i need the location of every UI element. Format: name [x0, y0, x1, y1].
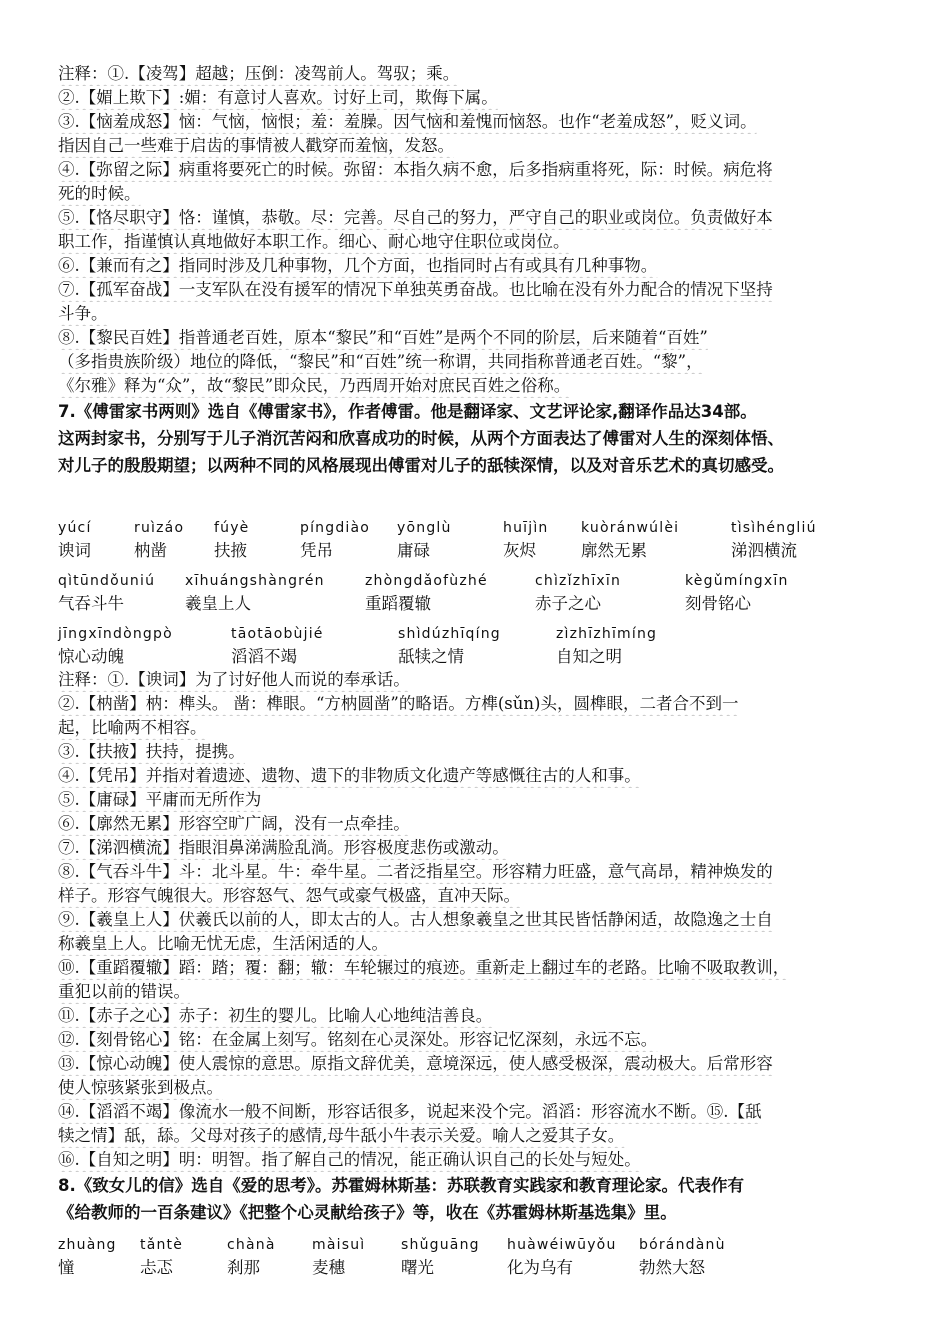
vocab-word: 庸碌: [397, 541, 430, 560]
section-8-heading: [58, 1172, 898, 1226]
note-line: 样子。形容气魄很大。形容怒气、怨气或豪气极盛，直冲天际。: [58, 886, 520, 905]
note-line: 使人惊骇紧张到极点。: [58, 1078, 223, 1097]
note-line: 指因自己一些难于启齿的事情被人戳穿而羞恼，发怒。: [58, 136, 454, 155]
vocab-word: 忐忑: [140, 1258, 173, 1277]
note-line: 注释：①.【凌驾】超越；压倒：凌驾前人。驾驭；乘。: [58, 64, 460, 83]
vocab-word: 灰烬: [503, 541, 536, 560]
pinyin: zìzhīzhīmíng: [556, 626, 658, 642]
section-7-vocab: [58, 512, 898, 668]
note-line: ②.【枘凿】枘：榫头。 凿：榫眼。“方枘圆凿”的略语。方榫(sǔn)头，圆榫眼，二者合不到一: [58, 694, 739, 713]
pinyin: huàwéiwūyǒu: [507, 1237, 617, 1253]
note-line: ⑬.【惊心动魄】使人震惊的意思。原指文辞优美，意境深远，使人感受极深，震动极大。后常形容: [58, 1054, 773, 1073]
vocab-word: 凭吊: [300, 541, 333, 560]
note-line: 注释：①.【谀词】为了讨好他人而说的奉承话。: [58, 670, 410, 689]
note-line: ⑤.【恪尽职守】恪：谨慎，恭敬。尽：完善。尽自己的努力，严守自己的职业或岗位。负责做好本: [58, 208, 773, 227]
pinyin-row: [58, 512, 898, 536]
note-line: （多指贵族阶级）地位的降低，“黎民”和“百姓”统一称谓，共同指称普通老百姓。“黎”，: [58, 352, 703, 371]
note-line: ②.【媚上欺下】:媚：有意讨人喜欢。讨好上司，欺侮下属。: [58, 88, 498, 107]
pinyin: tìsìhéngliú: [731, 520, 817, 536]
pinyin: xīhuángshàngrén: [185, 573, 325, 589]
note-line: ③.【扶掖】扶持，提携。: [58, 742, 245, 761]
pinyin: màisuì: [312, 1237, 366, 1253]
note-line: 犊之情】舐，舔。父母对孩子的感情,母牛舐小牛表示关爱。喻人之爱其子女。: [58, 1126, 625, 1145]
note-line: ③.【恼羞成怒】恼：气恼，恼恨；羞：羞臊。因气恼和羞愧而恼怒。也作“老羞成怒”，贬义词。: [58, 112, 757, 131]
note-line: ⑯.【自知之明】明：明智。指了解自己的情况，能正确认识自己的长处与短处。: [58, 1150, 641, 1169]
vocab-word: 惊心动魄: [58, 647, 124, 666]
vocab-word: 憧: [58, 1258, 75, 1277]
note-line: ⑥.【兼而有之】指同时涉及几种事物，几个方面，也指同时占有或具有几种事物。: [58, 256, 658, 275]
note-line: ⑧.【气吞斗牛】斗：北斗星。牛：牵牛星。二者泛指星空。形容精力旺盛，意气高昂，精神焕发的: [58, 862, 773, 881]
pinyin: zhuàng: [58, 1237, 117, 1253]
vocab-word: 扶掖: [214, 541, 247, 560]
note-line: ⑭.【滔滔不竭】像流水一般不间断，形容话很多，说起来没个完。滔滔：形容流水不断。⑮.【舐: [58, 1102, 762, 1121]
pinyin: ruìzáo: [134, 520, 185, 536]
vocab-word: 舐犊之情: [398, 647, 464, 666]
note-line: 重犯以前的错误。: [58, 982, 190, 1001]
note-line: ⑪.【赤子之心】赤子：初生的婴儿。比喻人心地纯洁善良。: [58, 1006, 493, 1025]
pinyin: huījìn: [503, 520, 549, 536]
heading-line: 8.《致女儿的信》选自《爱的思考》。苏霍姆林斯基：苏联教育实践家和教育理论家。代表作有: [58, 1176, 744, 1195]
pinyin: fúyè: [214, 520, 250, 536]
pinyin: bórándànù: [639, 1237, 726, 1253]
note-line: 起，比喻两不相容。: [58, 718, 207, 737]
vocab-word: 麦穗: [312, 1258, 345, 1277]
vocab-word: 滔滔不竭: [231, 647, 297, 666]
note-line: ④.【弥留之际】病重将要死亡的时候。弥留：本指久病不愈，后多指病重将死，际：时候。病危将: [58, 160, 773, 179]
word-row: [58, 589, 898, 615]
pinyin-row: [58, 1229, 898, 1253]
pinyin: kuòránwúlèi: [581, 520, 680, 536]
pinyin: jīngxīndòngpò: [58, 626, 173, 642]
note-line: ⑦.【涕泗横流】指眼泪鼻涕满脸乱淌。形容极度悲伤或激动。: [58, 838, 509, 857]
note-line: 称羲皇上人。比喻无忧无虑，生活闲适的人。: [58, 934, 388, 953]
section-a-notes: [58, 62, 898, 398]
pinyin: yōnglù: [397, 520, 452, 536]
vocab-word: 刻骨铭心: [685, 594, 751, 613]
vocab-word: 羲皇上人: [185, 594, 251, 613]
note-line: ⑥.【廓然无累】形容空旷广阔，没有一点牵挂。: [58, 814, 410, 833]
pinyin: tǎntè: [140, 1237, 184, 1253]
vocab-word: 自知之明: [556, 647, 622, 666]
pinyin: shìdúzhīqíng: [398, 626, 501, 642]
section-7-heading: [58, 398, 898, 479]
vocab-word: 化为乌有: [507, 1258, 573, 1277]
heading-line: 这两封家书，分别写于儿子消沉苦闷和欣喜成功的时候，从两个方面表达了傅雷对人生的深刻体悟、: [58, 429, 784, 448]
vocab-word: 谀词: [58, 541, 91, 560]
note-line: ⑧.【黎民百姓】指普通老百姓，原本“黎民”和“百姓”是两个不同的阶层，后来随着“百姓”: [58, 328, 708, 347]
pinyin: zhòngdǎofùzhé: [365, 573, 488, 589]
vocab-word: 廓然无累: [581, 541, 647, 560]
section-7-notes: [58, 668, 898, 1172]
section-8: [58, 1172, 898, 1279]
note-line: 斗争。: [58, 304, 108, 323]
note-line: 死的时候。: [58, 184, 141, 203]
word-row: [58, 642, 898, 668]
pinyin: chànà: [227, 1237, 276, 1253]
note-line: ⑤.【庸碌】平庸而无所作为: [58, 790, 262, 809]
pinyin: tāotāobùjié: [231, 626, 324, 642]
heading-line: 《给教师的一百条建议》《把整个心灵献给孩子》等，收在《苏霍姆林斯基选集》里。: [58, 1203, 677, 1222]
word-row: [58, 536, 898, 562]
note-line: ⑫.【刻骨铭心】铭：在金属上刻写。铭刻在心灵深处。形容记忆深刻，永远不忘。: [58, 1030, 658, 1049]
note-line: ④.【凭吊】并指对着遗迹、遗物、遗下的非物质文化遗产等感慨往古的人和事。: [58, 766, 641, 785]
pinyin: yúcí: [58, 520, 92, 536]
note-line: ⑩.【重蹈覆辙】蹈：踏；覆：翻；辙：车轮辗过的痕迹。重新走上翻过车的老路。比喻不吸取教训，: [58, 958, 790, 977]
word-row: [58, 1253, 898, 1279]
pinyin: kègǔmíngxīn: [685, 573, 789, 589]
vocab-word: 刹那: [227, 1258, 260, 1277]
spacer: [58, 479, 898, 509]
pinyin-row: [58, 618, 898, 642]
vocab-word: 气吞斗牛: [58, 594, 124, 613]
note-line: 《尔雅》释为“众”，故“黎民”即众民，乃西周开始对庶民百姓之俗称。: [58, 376, 571, 395]
vocab-word: 赤子之心: [535, 594, 601, 613]
note-line: 职工作，指谨慎认真地做好本职工作。细心、耐心地守住职位或岗位。: [58, 232, 570, 251]
pinyin-row: [58, 565, 898, 589]
vocab-word: 曙光: [401, 1258, 434, 1277]
pinyin: qìtūndǒuniú: [58, 573, 156, 589]
heading-line: 对儿子的殷殷期望；以两种不同的风格展现出傅雷对儿子的舐犊深情，以及对音乐艺术的真切感受。: [58, 456, 784, 475]
note-line: ⑦.【孤军奋战】一支军队在没有援军的情况下单独英勇奋战。也比喻在没有外力配合的情况下坚持: [58, 280, 773, 299]
section-8-vocab: [58, 1229, 898, 1279]
vocab-word: 枘凿: [134, 541, 167, 560]
document-page: [58, 62, 898, 1279]
heading-line: 7.《傅雷家书两则》选自《傅雷家书》，作者傅雷。他是翻译家、文艺评论家,翻译作品达34部。: [58, 402, 757, 421]
vocab-word: 勃然大怒: [639, 1258, 705, 1277]
pinyin: shǔguāng: [401, 1237, 480, 1253]
pinyin: píngdiào: [300, 520, 371, 536]
vocab-word: 涕泗横流: [731, 541, 797, 560]
vocab-word: 重蹈覆辙: [365, 594, 431, 613]
note-line: ⑨.【羲皇上人】伏羲氏以前的人，即太古的人。古人想象羲皇之世其民皆恬静闲适，故隐逸之士自: [58, 910, 773, 929]
pinyin: chìzǐzhīxīn: [535, 573, 622, 589]
section-7: [58, 398, 898, 1172]
